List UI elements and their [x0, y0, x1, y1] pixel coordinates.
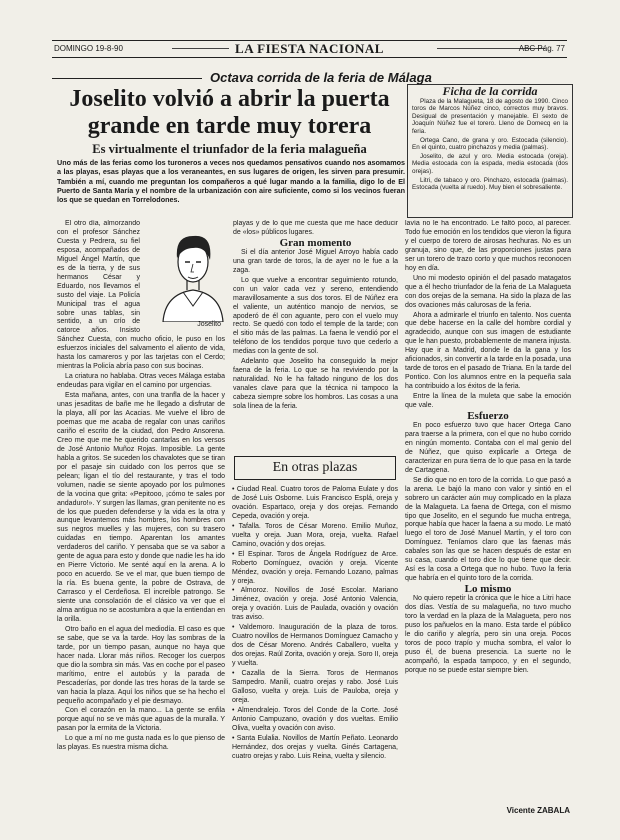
other-bullrings-title: En otras plazas — [234, 456, 396, 480]
body-paragraph: Se dio que no en toro de la corrida. Lo que pasó a la arena. Le bajó la mano con valor y sintió en el sobrero un carácter aún muy complicado en la plaza de la Malagueta. La faena de Ortega, con el mismo tipo que Joselito, en el segundo fue mucha entrega, porque había que hacer la faena a su modo. Le mató luego el toro de José Manuel Martín, y el toro con Domínguez. Teníamos claro que las faenas más cabales son las que se hacen después de estar en su casa, cuando el toro dice lo que tiene que decir. Así es la cosa a Ortega que no hubo. Tuvo la feria que habría en el quinto toro de la corrida. — [405, 476, 571, 583]
result-item: • Almoroz. Novillos de José Escolar. Mariano Jiménez, ovación y oreja. José Antonio Valencia, oreja y ovación. Luis de Paulada, ovación y ovación tras aviso. — [232, 587, 398, 622]
body-paragraph: lavía no le ha encontrado. Le faltó poco, al parecer. Todo fue emoción en los tendidos que vieron la figura y el cuerpo de torero de airosas hechuras. No es un granuja, sino que, de las proporciones justas para ser un torero de trazo corto y que muchos reconocen hoy en día. — [405, 220, 571, 272]
article-kicker: Octava corrida de la feria de Málaga — [210, 70, 432, 85]
other-bullrings-box — [232, 452, 398, 830]
result-item: • El Espinar. Toros de Ángela Rodríguez de Arce. Roberto Domínguez, ovación y oreja. Vicente Méndez, ovación y oreja. Fernando Lozano, palmas y oreja. — [232, 550, 398, 585]
kicker-rule — [52, 78, 202, 79]
facts-paragraph: Ortega Cano, de grana y oro. Estocada (silencio). En el quinto, cuatro pinchazos y media (palmas). — [412, 136, 568, 152]
body-paragraph: Uno mi modesto opinión el del pasado matagatos que a él hecho triunfador de la feria de La Malagueta con dos orejas de la semana. Ha sido la plaza de las dos ovaciones más calurosas de la feria. — [405, 274, 571, 309]
body-paragraph: Entre la línea de la muleta que sabe la emoción que vale. — [405, 393, 571, 410]
result-item: • Ciudad Real. Cuatro toros de Paloma Eulate y dos de José Luis Osborne. Luis Francisco Esplá, oreja y ovación. Espartaco, oreja y dos orejas. Fernando Cepeda, ovación y oreja. — [232, 486, 398, 520]
body-paragraph: En poco esfuerzo tuvo que hacer Ortega Cano para traerse a la primera, con el que no hubo corrido en ningún momento. Contaba con el mal genio del de Núñez, que quiso explicarle a Ortega de caracterizar en pura tierra de lo que pasa en la tarde de Cartagena. — [405, 421, 571, 474]
photo-caption: Joselito — [197, 321, 221, 329]
portrait-illustration — [153, 222, 225, 322]
article-column-2 — [233, 220, 398, 452]
facts-paragraph: Litri, de tabaco y oro. Pinchazo, estocada (palmas). Estocada (vuelta al ruedo). Muy bien el sobresaliente. — [412, 176, 568, 192]
body-paragraph: Joselito El otro día, almorzando con el profesor Sánchez Cuesta y Pedrera, su fiel esposa, acompañados de Miguel Ángel Martín, que es de la tierra, y de sus hermanos César y Eduardo, nos llevamos el susto del viaje. La Policía Municipal tras el agua sobre unas tablas, sin sentido, a un crío de catorce años. Insisto Sánchez Cuesta, con mucho oficio, le puso en los esfuerzos iniciales del salvamento el aliento de vida, hasta los camareros y por las tarjetas con el Cerdo; mientras la Policía abría paso con sus bocinas. — [57, 220, 225, 372]
page-number: ABC Pág. 77 — [518, 44, 565, 53]
body-paragraph: Si el día anterior José Miguel Arroyo había cado una gran tarde de toros, la de ayer no le fue a la zaga. — [233, 248, 398, 274]
section-title: LA FIESTA NACIONAL — [52, 41, 567, 57]
article-subhead: Es virtualmente el triunfador de la feria malagueña — [92, 142, 367, 156]
facts-paragraph: Plaza de la Malagueta, 18 de agosto de 1990. Cinco toros de Marcos Núñez cinco, correctos muy bravos. Desigual de presentación y manejable. El sexto de Joaquín Núñez fue el torero. Lleno de Domecq en la feria. — [412, 97, 568, 135]
subheading-esfuerzo: Esfuerzo — [467, 410, 509, 423]
facts-paragraph: Joselito, de azul y oro. Media estocada (oreja). Media estocada con la espada, media estocada (dos orejas). — [412, 152, 568, 175]
body-paragraph: La criatura no hablaba. Otras veces Málaga estaba endeudas para vigilar en el camino por urgencias. — [57, 373, 225, 390]
subheading-lo-mismo: Lo mismo — [464, 583, 512, 596]
result-item: • Santa Eulalia. Novillos de Martín Peñato. Leonardo Hernández, dos orejas y vuelta. Ginés Cartagena, cuatro orejas y rabo. Luis Reina, vuelta y silencio. — [232, 734, 398, 760]
article-headline: Joselito volvió a abrir la puerta grande en tarde muy torera — [69, 86, 390, 139]
result-item: • Tafalla. Toros de César Moreno. Emilio Muñoz, vuelta y oreja. Juan Mora, oreja, vuelta. Rafael Camino, ovación y dos orejas. — [232, 522, 398, 548]
facts-title: Ficha de la corrida — [442, 84, 538, 98]
body-paragraph: Otro baño en el agua del mediodía. El caso es que se sabe, que se va la tarde. Hoy las sombras de la tarde, por un tiempo pasan, aunque no haya que hacer nada. Llorar más niños. Recoger los cuerpos que dio la sombra sin más. Vas en coche por el paseo marítimo, entre el autobús y la parada de Pescaderías, por donde las tres horas de la tarde se van hacia la plaza. Aquí los niños que se ha hecho el pequeño acompañado y el pie desmayo. — [57, 625, 225, 705]
article-column-3 — [405, 220, 571, 808]
bullfighter-portrait — [145, 222, 225, 330]
body-paragraph: playas y de lo que me cuesta que me hace deducir de «los» públicos lugares. — [233, 220, 398, 236]
body-paragraph: Adelanto que Joselito ha conseguido la mejor faena de la feria. Lo que se ha reviviendo por la naturalidad. No le ha faltado ninguno de los dos vanales clave para que la técnica ni tampoco la cabeza siempre sobre los hombros. Las cosas a una sola línea de la feria. — [233, 358, 398, 411]
body-paragraph: Lo que vuelve a encontrar seguimiento rotundo, con un valor cada vez y sereno, entendiendo maravillosamente a sus dos toros. El de Núñez era el valiente, un auténtico manojo de nervios, se apoderó de él con aguante, pero con el vuelo muy recto. Se quedó con todo el temple de la tarde; con el sitio más de las palmas. La faena le vendió por el teléfono de los tendidos porque tuvo que cederlo a medias con la gente de sol. — [233, 276, 398, 356]
body-paragraph: No quiero repetir la crónica que le hice a Litri hace dos días. Vestía de su malagueña, no tuvo mucho toro la verdad en la plaza de la Malagueta, pero nos puso los pañuelos en la mano. Esta tarde el público le dio cariño y alegría, pero sin una oreja. Pocos toros de poco trapío y mucha sombra, el valor lo puso él, de buena presencia. La suerte no le acompañó, la espada tampoco, y en el segundo, porque no se puede estar siempre bien. — [405, 595, 571, 674]
author-signature: Vicente ZABALA — [506, 806, 570, 815]
article-lede: Uno más de las ferias como los turoneros a veces nos quedamos pensativos cuando nos asomamos a las playas, esas playas que a los veraneantes, en sus lugares de origen, les sirven para presumir. También a mí, cuando me preguntan los compañeros a qué lugar mando a la familia, digo lo de El Puerto de Santa María y el nombre de la urbanización con aire suficiente, como si los vecinos fueran los que se quedan en Torrelodones. — [57, 158, 405, 205]
result-item: • Valdemoro. Inauguración de la plaza de toros. Cuatro novillos de Hermanos Domínguez Camacho y dos de César Moreno. Andrés Caballero, vuelta y dos orejas. Raúl Zorita, ovación y oreja. Soro II, oreja y vuelta. — [232, 624, 398, 668]
article-column-1 — [57, 220, 225, 820]
result-item: • Cazalla de la Sierra. Toros de Hermanos Sampedro. Manili, cuatro orejas y rabo. José Luis Galloso, vuelta y oreja. Luis de Pauloba, oreja y oreja. — [232, 670, 398, 704]
body-paragraph: Esta mañana, antes, con una tranfla de la hacer y unas jesaditas de bañe me he llegado a disfrutar de la playa, allí por las Acacias. Me vuelve el libro de poemas que me acaba de regalar con unas cariños cariño el escrito de la ciudad, don Pedro Ansorena. Creo me que me he querido cantarlas en los versos de José Antonio Muñoz Rojas. Imposible. La gente habla a gritos. Se suceden los chavalotes que se tiran por el pasaje sin cuidado con los perros que se pelean; ligan el tío del restaurante, y tras el todo volumen, nadie se siente apoyado por los pulmones de la vocina que grita: «Pepitooo, ¡cómo te sales por andaduro!». Y surgen las llamas, gran penitente no es de los que pueden defenderse y la vida es la otra y aunque levantemos más hombres, los hombres con sus negros muelles y las mujeres, con su trasero cuidadas en tiempo. Aparentan los amantes verdaderos del cariño. Y pensaba que se va sabor a gente de agua para esto y donde que nadie les ha ido en Pierre Victorio. Me senté aquí en la arena. A lo poco en acuerdo. Se ve el mar, que buen tiempo de la ría. Es buena gente, la pobre de Ostrava, de Carrasco y el Cerdeñosa. El increíble patrongo. Se siente una consolación de el clásico va ver que el alma antigua no se acostumbra a que la entiendan en la orilla. — [57, 392, 225, 623]
issue-date: DOMINGO 19-8-90 — [54, 44, 123, 53]
body-paragraph: Lo que a mí no me gusta nada es lo que pienso de las playas. Es nuestra misma dicha. — [57, 735, 225, 752]
body-paragraph: Con el corazón en la mano... La gente se enfila porque aquí no se ve más que aguas de la muralla. Y pasan por la ermita de la Victoria. — [57, 707, 225, 733]
bullfight-facts-box — [407, 84, 573, 218]
body-paragraph: Ahora a admirarle el triunfo en talento. Nos cuenta que debe hacerse en la calle del hombre cordial y agradecido, aunque con sus imagen de estudiante que le han puesto, probablemente de manera injusta. Hay que ir a Madrid, donde le da la gana y los aficionados, sin convertir a la tarde en la posada, una tarde de toros en el pasado de Triana. En la tarde del Pontico. Con los alumnos entre en la pequeña sala ha contribuido a los éxitos de la feria. — [405, 311, 571, 391]
result-item: • Almendralejo. Toros del Conde de la Corte. José Antonio Campuzano, ovación y dos vueltas. Emilio Oliva, vuelta y ovación con aviso. — [232, 706, 398, 732]
subheading-gran-momento: Gran momento — [279, 236, 352, 249]
page-header — [52, 40, 567, 58]
